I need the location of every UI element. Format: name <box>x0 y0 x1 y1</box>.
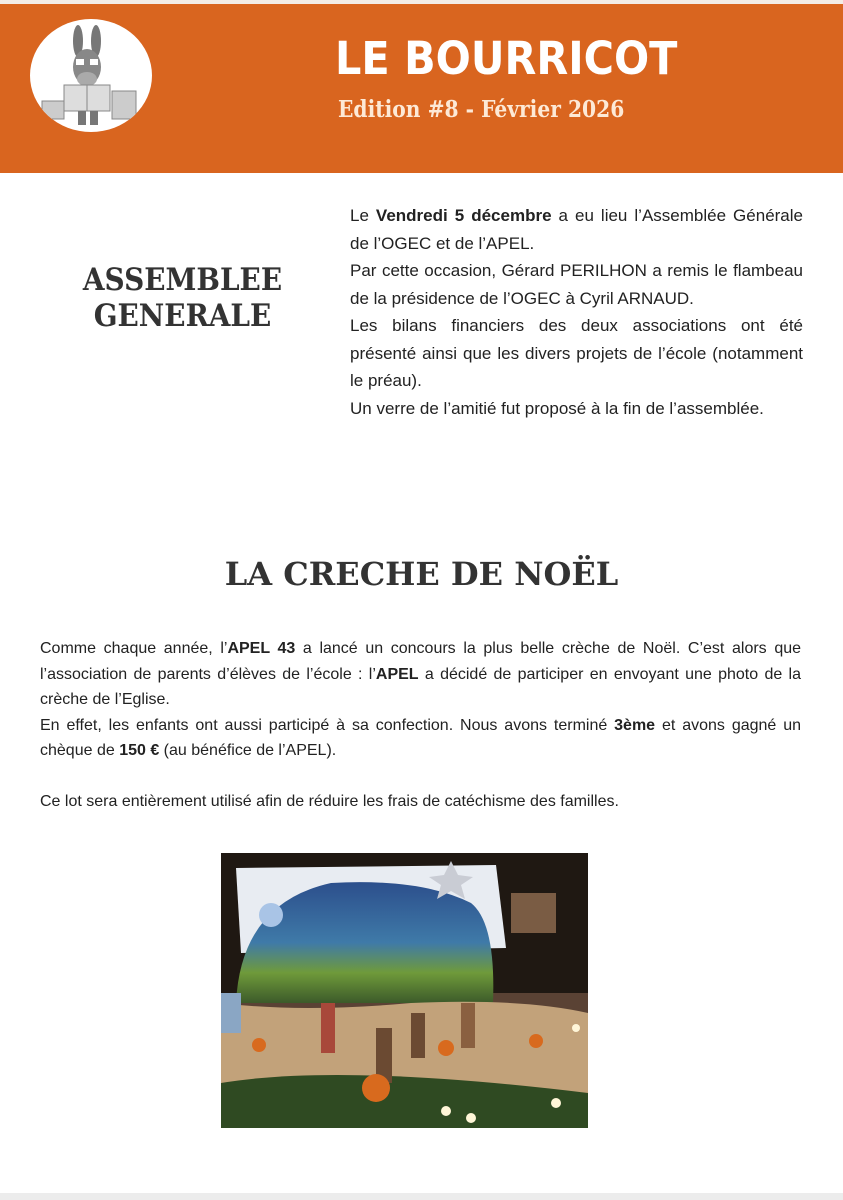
page-bottom-border <box>0 1193 843 1200</box>
paragraph: Comme chaque année, l’APEL 43 a lancé un concours la plus belle crèche de Noël. C’est alors que l’association de parents d’élèves de l’école : l’APEL a décidé de participer en envoyant une photo de la crèche de l’Eglise. <box>40 640 802 708</box>
paragraph: Ce lot sera entièrement utilisé afin de réduire les frais de catéchisme des familles. <box>40 792 619 810</box>
paragraph: Par cette occasion, Gérard PERILHON a remis le flambeau de la présidence de l’OGEC à Cyril ARNAUD. <box>350 261 803 308</box>
paragraph: Un verre de l’amitié fut proposé à la fin de l’assemblée. <box>350 398 764 418</box>
paragraph: Les bilans financiers des deux associations ont été présenté ainsi que les divers projets de l’école (notamment le préau). <box>350 316 803 390</box>
heading-line: GENERALE <box>93 298 272 334</box>
creche-text <box>40 636 801 814</box>
paragraph: En effet, les enfants ont aussi participé à sa confection. Nous avons terminé 3ème et avons gagné un chèque de 150 € (au bénéfice de l’APEL). <box>40 716 802 759</box>
heading-line: ASSEMBLEE <box>82 262 283 298</box>
creche-heading: LA CRECHE DE NOËL <box>224 555 619 593</box>
nativity-scene-photo <box>221 853 588 1128</box>
paragraph: Le Vendredi 5 décembre a eu lieu l’Assemblée Générale de l’OGEC et de l’APEL. <box>350 206 803 253</box>
newsletter-title: LE BOURRICOT <box>335 32 678 85</box>
donkey-logo-icon <box>30 19 152 132</box>
assemblee-text <box>350 202 803 422</box>
edition-label: Edition #8 - Février 2026 <box>338 96 625 123</box>
newsletter-header <box>0 4 843 173</box>
assemblee-heading <box>63 262 302 334</box>
